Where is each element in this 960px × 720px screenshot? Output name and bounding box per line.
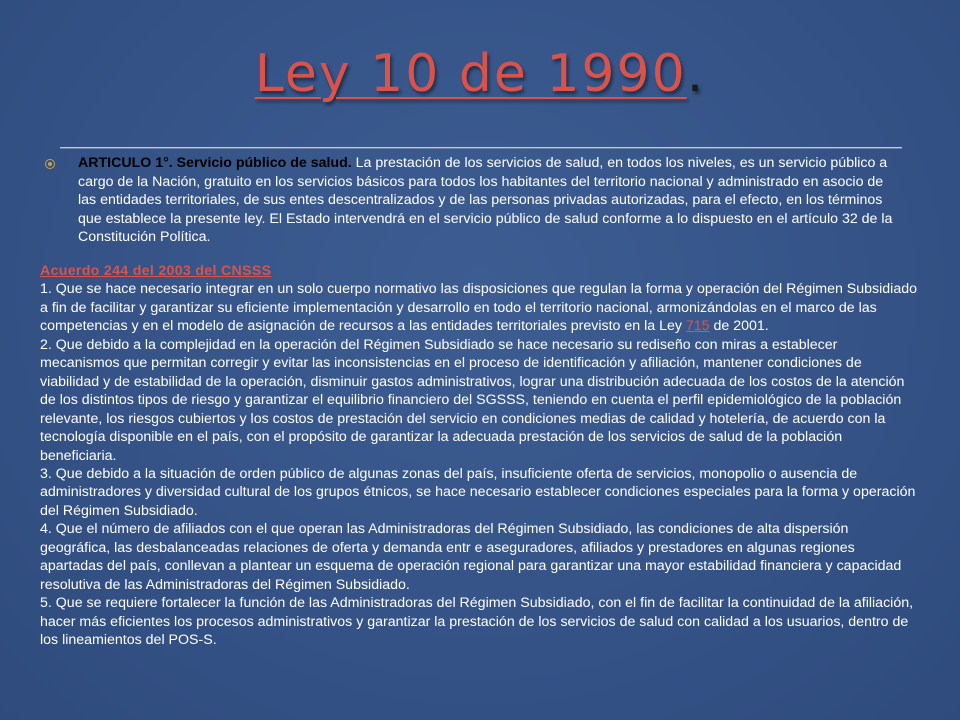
bullet-icon [45,159,55,169]
acuerdo-section [40,262,920,650]
article-lead: ARTICULO 1°. Servicio público de salud. [78,155,352,171]
acuerdo-heading-link[interactable]: Acuerdo 244 del 2003 del CNSSS [40,263,272,279]
article-text [78,154,900,247]
item-1-text: 1. Que se hace necesario integrar en un solo cuerpo normativo las disposiciones que regulan la forma y operación del Régimen Subsidiado a fin de facilitar y garantizar su eficiente implementación y desarrollo en todo el territorio nacional, armonizándolas en el marco de las competencias y en el modelo de asignación de recursos a las entidades territoriales previsto en la Ley [40,281,917,335]
slide-title [0,42,960,106]
acuerdo-item-2: 2. Que debido a la complejidad en la operación del Régimen Subsidiado se hace necesario su rediseño con miras a establecer mecanismos que permitan corregir y evitar las inconsistencias en el proceso de identificación y afiliación, mantener condiciones de viabilidad y de estabilidad de la operación, disminuir gastos administrativos, lograr una distribución adecuada de los costos de la atención de los distintos tipos de riesgo y garantizar el equilibrio financiero del SGSSS, teniendo en cuenta el perfil epidemiológico de la población relevante, los riesgos cubiertos y los costos de prestación del servicio en condiciones medias de calidad y hotelería, de acuerdo con la tecnología disponible en el país, con el propósito de garantizar la adecuada prestación de los servicios de salud de la población beneficiaria. [40,336,905,464]
title-divider [60,147,902,149]
acuerdo-item-4: 4. Que el número de afiliados con el que operan las Administradoras del Régimen Subsidiado, las condiciones de alta dispersión geográfica, las desbalanceadas relaciones de oferta y demanda entr e aseguradores, afiliados y prestadores en algunas regiones apartadas del país, conllevan a plantear un esquema de operación regional para garantizar una mayor estabilidad financiera y capacidad resolutiva de las Administradoras del Régimen Subsidiado. [40,521,902,593]
item-1-text-end: de 2001. [709,318,769,335]
title-period: . [686,44,706,104]
title-link[interactable]: Ley 10 de 1990 [254,44,687,104]
ley-715-link[interactable]: 715 [685,318,710,335]
article-bullet [45,154,900,247]
acuerdo-item-5: 5. Que se requiere fortalecer la función de las Administradoras del Régimen Subsidiado, con el fin de facilitar la continuidad de la afiliación, hacer más eficientes los procesos administrativos y garantizar la prestación de los servicios de salud con calidad a los usuarios, dentro de los lineamientos del POS-S. [40,595,914,649]
acuerdo-item-1 [40,280,920,335]
acuerdo-item-3: 3. Que debido a la situación de orden público de algunas zonas del país, insuficiente oferta de servicios, monopolio o ausencia de administradores y diversidad cultural de los grupos étnicos, se hace necesario establecer condiciones especiales para la forma y operación del Régimen Subsidiado. [40,465,916,519]
article-body: La prestación de los servicios de salud, en todos los niveles, es un servicio público a cargo de la Nación, gratuito en los servicios básicos para todos los habitantes del territorio nacional y administrado en asocio de las entidades territoriales, de sus entes descentralizados y de las personas privadas autorizadas, para el efecto, en los términos que establece la presente ley. El Estado intervendrá en el servicio público de salud conforme a lo dispuesto en el artículo 32 de la Constitución Política. [78,155,893,246]
